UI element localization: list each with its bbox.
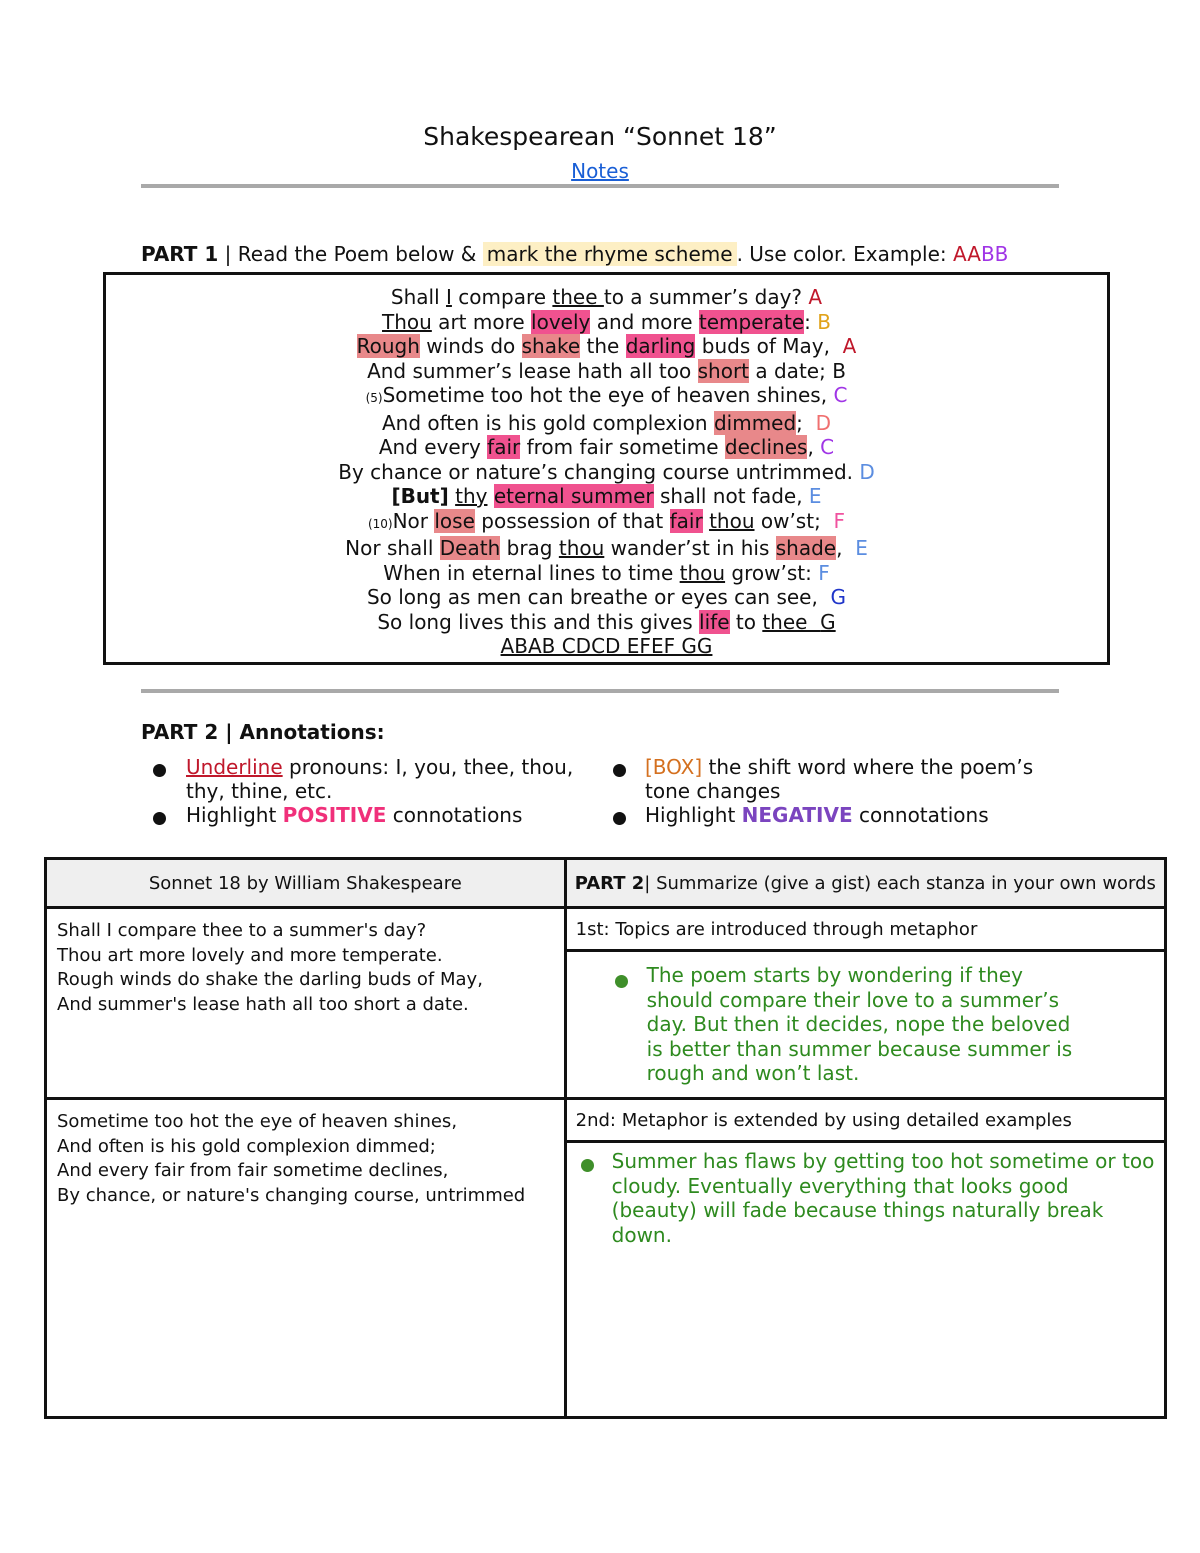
poem-line: So long as men can breathe or eyes can see, G (366, 585, 847, 609)
summary-text: The poem starts by wondering if they should compare their love to a summer’s day. But then it decides, nope the beloved is better than summer because summer is rough and won’t last. (646, 963, 1073, 1085)
example-letter: B (980, 242, 995, 266)
rhyme-letter: E (808, 484, 822, 508)
pronoun-underline: Thou (382, 309, 432, 334)
bullet-icon (153, 812, 166, 825)
bullet-icon (153, 764, 166, 777)
negative-highlight: Rough (356, 334, 420, 358)
negative-post: connotations (852, 803, 989, 827)
pronoun-underline: thee G (762, 609, 836, 634)
negative-highlight: declines (724, 435, 808, 459)
rhyme-letter: G (820, 609, 836, 634)
rhyme-letter: C (833, 383, 848, 407)
rhyme-letter: D (815, 410, 832, 435)
annotated-poem (106, 275, 1107, 659)
negative-word: NEGATIVE (741, 803, 853, 827)
bullet-icon (615, 975, 628, 988)
positive-pre: Highlight (186, 803, 283, 827)
negative-highlight: short (697, 358, 750, 383)
part2-heading: PART 2 | Annotations: (141, 720, 385, 744)
positive-highlight: temperate (698, 309, 805, 334)
poem-line: Thou art more lovely and more temperate: B (382, 309, 831, 334)
rhyme-summary: ABAB CDCD EFEF GG (500, 634, 713, 658)
stanza-line: Sometime too hot the eye of heaven shines, (57, 1111, 458, 1132)
rhyme-letter: F (833, 508, 846, 533)
pronoun-underline: thee (552, 285, 604, 309)
part1-label: PART 1 (141, 242, 219, 266)
poem-line: And often is his gold complexion dimmed; D (381, 410, 832, 435)
positive-highlight: lovely (531, 309, 591, 334)
divider (141, 689, 1059, 693)
col2-header-text: | Summarize (give a gist) each stanza in your own words (644, 872, 1156, 894)
example-letter: B (994, 242, 1009, 266)
part1-instructions (141, 242, 1008, 266)
poem-line: When in eternal lines to time thou grow’st: F (383, 560, 830, 585)
rhyme-letter: A (808, 285, 823, 309)
rhyme-letter: F (818, 560, 830, 585)
part1-instruction-text: | Read the Poem below & (218, 242, 483, 266)
positive-highlight: fair (487, 435, 521, 459)
bullet-icon (613, 764, 626, 777)
stanza-line: Shall I compare thee to a summer's day? (57, 920, 427, 941)
summary-cell (565, 908, 1165, 1099)
subtitle (0, 159, 1200, 183)
shift-word-box: [But] (391, 484, 449, 508)
summary-answer[interactable] (567, 1140, 1164, 1416)
summary-text: Summer has flaws by getting too hot sometime or too cloudy. Eventually everything that looks good (beauty) will fade because things naturally break down. (611, 1149, 1155, 1247)
pronoun-underline: thou (679, 560, 726, 585)
positive-highlight: eternal summer (493, 484, 654, 508)
bullet-icon (581, 1159, 594, 1172)
box-rest: the shift word where the poem’s tone changes (645, 755, 1034, 803)
positive-instruction (186, 803, 522, 827)
positive-highlight: darling (625, 334, 696, 358)
stanza-line: And often is his gold complexion dimmed; (57, 1135, 436, 1157)
stanza-summary-table (44, 857, 1167, 1419)
rhyme-letter: E (855, 536, 868, 560)
poem-line: And every fair from fair sometime declines, C (378, 435, 835, 459)
underline-rest: pronouns: I, you, thee, thou, thy, thine, etc. (186, 755, 574, 803)
poem-line: By chance or nature’s changing course untrimmed. D (338, 459, 875, 484)
negative-highlight: Death (439, 536, 501, 560)
rhyme-scheme-highlight: mark the rhyme scheme (483, 242, 737, 266)
poem-line: Nor shall Death brag thou wander’st in his shade, E (345, 536, 868, 560)
summary-cell (565, 1099, 1165, 1418)
example-letter: A (967, 242, 981, 266)
stanza-line: Thou art more lovely and more temperate. (57, 944, 443, 966)
stanza-text (47, 1100, 564, 1208)
box-word: [BOX] (645, 755, 703, 779)
positive-highlight: fair (669, 508, 703, 533)
col1-header: Sonnet 18 by William Shakespeare (46, 859, 566, 908)
pronoun-underline: I (446, 285, 452, 309)
poem-line (106, 634, 1107, 659)
part1-instruction-text-2: . Use color. Example: (736, 242, 953, 266)
stanza-line: By chance, or nature's changing course, untrimmed (57, 1184, 526, 1206)
poem-line: (5)Sometime too hot the eye of heaven shines, C (365, 383, 848, 407)
poem-line: Rough winds do shake the darling buds of May, A (356, 334, 857, 358)
positive-highlight: life (699, 609, 730, 634)
negative-highlight: dimmed (713, 410, 797, 435)
page-title: Shakespearean “Sonnet 18” (423, 122, 777, 151)
poem-line: [But] thy eternal summer shall not fade, E (391, 484, 822, 508)
underline-word: Underline (186, 755, 283, 779)
poem-line: (10)Nor lose possession of that fair thou ow’st; F (367, 508, 846, 533)
rhyme-letter: A (842, 334, 857, 358)
stanza-cell (46, 908, 566, 1099)
negative-instruction (645, 803, 989, 827)
col2-header (565, 859, 1165, 908)
pronoun-underline: thy (455, 484, 488, 508)
rhyme-letter: B (817, 309, 831, 334)
line-number: (5) (365, 391, 383, 405)
pronoun-underline: thou (709, 508, 755, 533)
poem-line: And summer’s lease hath all too short a date; B (367, 358, 846, 383)
notes-link[interactable]: Notes (571, 159, 629, 183)
stanza-line: And summer's lease hath all too short a date. (57, 993, 469, 1015)
stanza-line: And every fair from fair sometime declines, (57, 1160, 449, 1181)
stanza-text (47, 909, 564, 1017)
example-letter: A (953, 242, 968, 266)
rhyme-letter: C (820, 435, 835, 459)
line-number: (10) (367, 516, 393, 531)
underline-instruction (186, 755, 586, 803)
col2-header-bold: PART 2 (574, 872, 645, 894)
positive-post: connotations (386, 803, 523, 827)
stanza-topic: 1st: Topics are introduced through metaphor (575, 919, 978, 940)
stanza-line: Rough winds do shake the darling buds of May, (57, 969, 483, 990)
poem-line: Shall I compare thee to a summer’s day? A (390, 285, 823, 309)
rhyme-letter: G (830, 585, 847, 609)
summary-answer[interactable] (567, 949, 1164, 1097)
negative-highlight: shake (521, 334, 581, 358)
negative-highlight: lose (434, 508, 475, 533)
annotated-poem-box (103, 272, 1110, 665)
bullet-icon (613, 812, 626, 825)
rhyme-letter: D (859, 459, 875, 484)
negative-highlight: shade (775, 536, 837, 560)
pronoun-underline: thou (558, 536, 605, 560)
divider (141, 184, 1059, 188)
stanza-topic: 2nd: Metaphor is extended by using detailed examples (575, 1110, 1072, 1131)
positive-word: POSITIVE (282, 803, 387, 827)
box-instruction (645, 755, 1045, 803)
stanza-cell (46, 1099, 566, 1418)
negative-pre: Highlight (645, 803, 742, 827)
rhyme-letter: B (832, 358, 846, 383)
poem-line: So long lives this and this gives life to thee G (377, 609, 836, 634)
